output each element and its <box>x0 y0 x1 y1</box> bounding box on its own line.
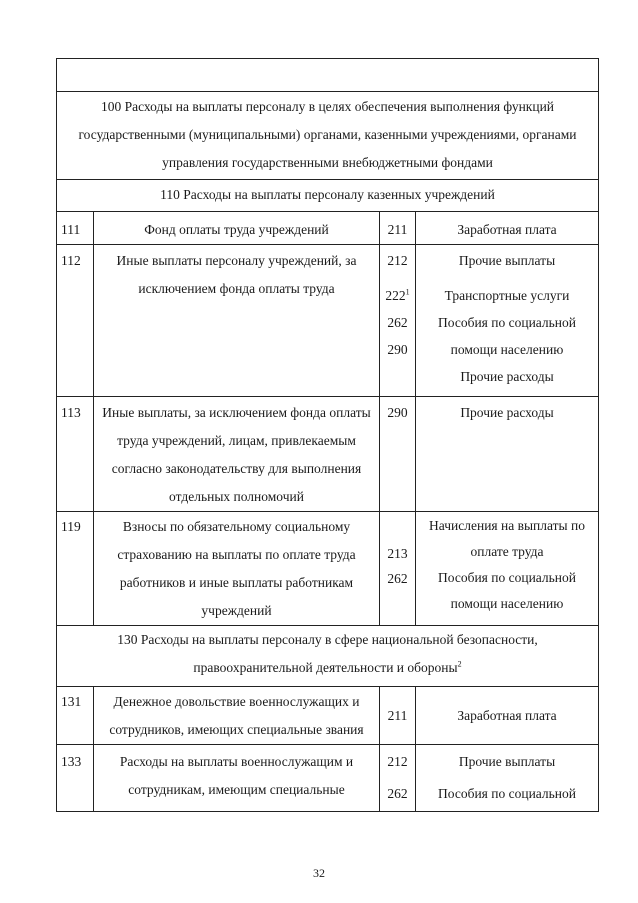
row-kosgu-list <box>380 245 416 397</box>
row-name: Взносы по обязательному социальному страхованию на выплаты по оплате труда работников и иные выплаты работникам учреждений <box>94 512 380 626</box>
kosgu-value: 290 <box>387 342 408 357</box>
kosgu-value: 262 <box>387 571 408 586</box>
section-row <box>57 180 599 212</box>
row-description-list <box>416 245 599 397</box>
description-value: Пособия по социальной помощи населению <box>438 570 576 611</box>
section-row <box>57 92 599 180</box>
row-kosgu: 290 <box>380 397 416 512</box>
description-value: Пособия по социальной помощи населению <box>438 315 576 357</box>
kosgu-value: 262 <box>387 786 408 801</box>
row-name: Иные выплаты, за исключением фонда оплаты труда учреждений, лицам, привлекаемым согласно законодательству для выполнения отдельных полномочий <box>94 397 380 512</box>
section-130-heading <box>57 626 599 687</box>
kosgu-value: 222 <box>385 288 406 303</box>
row-name: Иные выплаты персоналу учреждений, за исключением фонда оплаты труда <box>94 245 380 397</box>
table-row <box>57 745 599 812</box>
description-value: Транспортные услуги <box>444 288 570 303</box>
table-row <box>57 212 599 245</box>
section-100-heading: 100 Расходы на выплаты персоналу в целях обеспечения выполнения функций государственными (муниципальными) органами, казенными учреждениями, органами управления государственными внебюджетными фондами <box>57 92 599 180</box>
footnote-marker: 1 <box>405 287 410 297</box>
empty-cell <box>57 59 599 92</box>
row-code: 119 <box>57 512 94 626</box>
row-description-list <box>416 512 599 626</box>
description-value: Прочие выплаты <box>458 754 556 769</box>
row-name: Денежное довольствие военнослужащих и сотрудников, имеющих специальные звания <box>94 687 380 745</box>
row-kosgu-list <box>380 512 416 626</box>
kosgu-value: 262 <box>387 315 408 330</box>
description-value: Прочие выплаты <box>458 253 556 268</box>
section-row <box>57 626 599 687</box>
row-code: 111 <box>57 212 94 245</box>
row-name: Фонд оплаты труда учреждений <box>94 212 380 245</box>
kosgu-value: 212 <box>387 253 408 268</box>
kosgu-value: 213 <box>387 546 408 561</box>
table-row <box>57 245 599 397</box>
row-kosgu: 211 <box>380 212 416 245</box>
row-description: Заработная плата <box>416 212 599 245</box>
description-value: Начисления на выплаты по оплате труда <box>429 518 585 559</box>
row-code: 112 <box>57 245 94 397</box>
row-description: Заработная плата <box>416 687 599 745</box>
section-110-heading: 110 Расходы на выплаты персоналу казенных учреждений <box>57 180 599 212</box>
table-row <box>57 687 599 745</box>
kosgu-value-with-note <box>384 282 411 309</box>
row-kosgu: 211 <box>380 687 416 745</box>
budget-classification-table <box>56 58 599 812</box>
table-row <box>57 512 599 626</box>
kosgu-value: 212 <box>387 754 408 769</box>
row-description-list <box>416 745 599 812</box>
description-value: Прочие расходы <box>460 369 554 384</box>
row-description: Прочие расходы <box>416 397 599 512</box>
section-130-text: 130 Расходы на выплаты персоналу в сфере национальной безопасности, правоохранительной деятельности и обороны <box>117 632 538 675</box>
header-empty-row <box>57 59 599 92</box>
row-kosgu-list <box>380 745 416 812</box>
row-code: 133 <box>57 745 94 812</box>
row-code: 131 <box>57 687 94 745</box>
row-code: 113 <box>57 397 94 512</box>
row-name: Расходы на выплаты военнослужащим и сотрудникам, имеющим специальные <box>94 745 380 812</box>
page-number: 32 <box>313 866 325 880</box>
description-value: Пособия по социальной <box>438 786 576 801</box>
table-row <box>57 397 599 512</box>
footnote-marker: 2 <box>457 659 462 669</box>
